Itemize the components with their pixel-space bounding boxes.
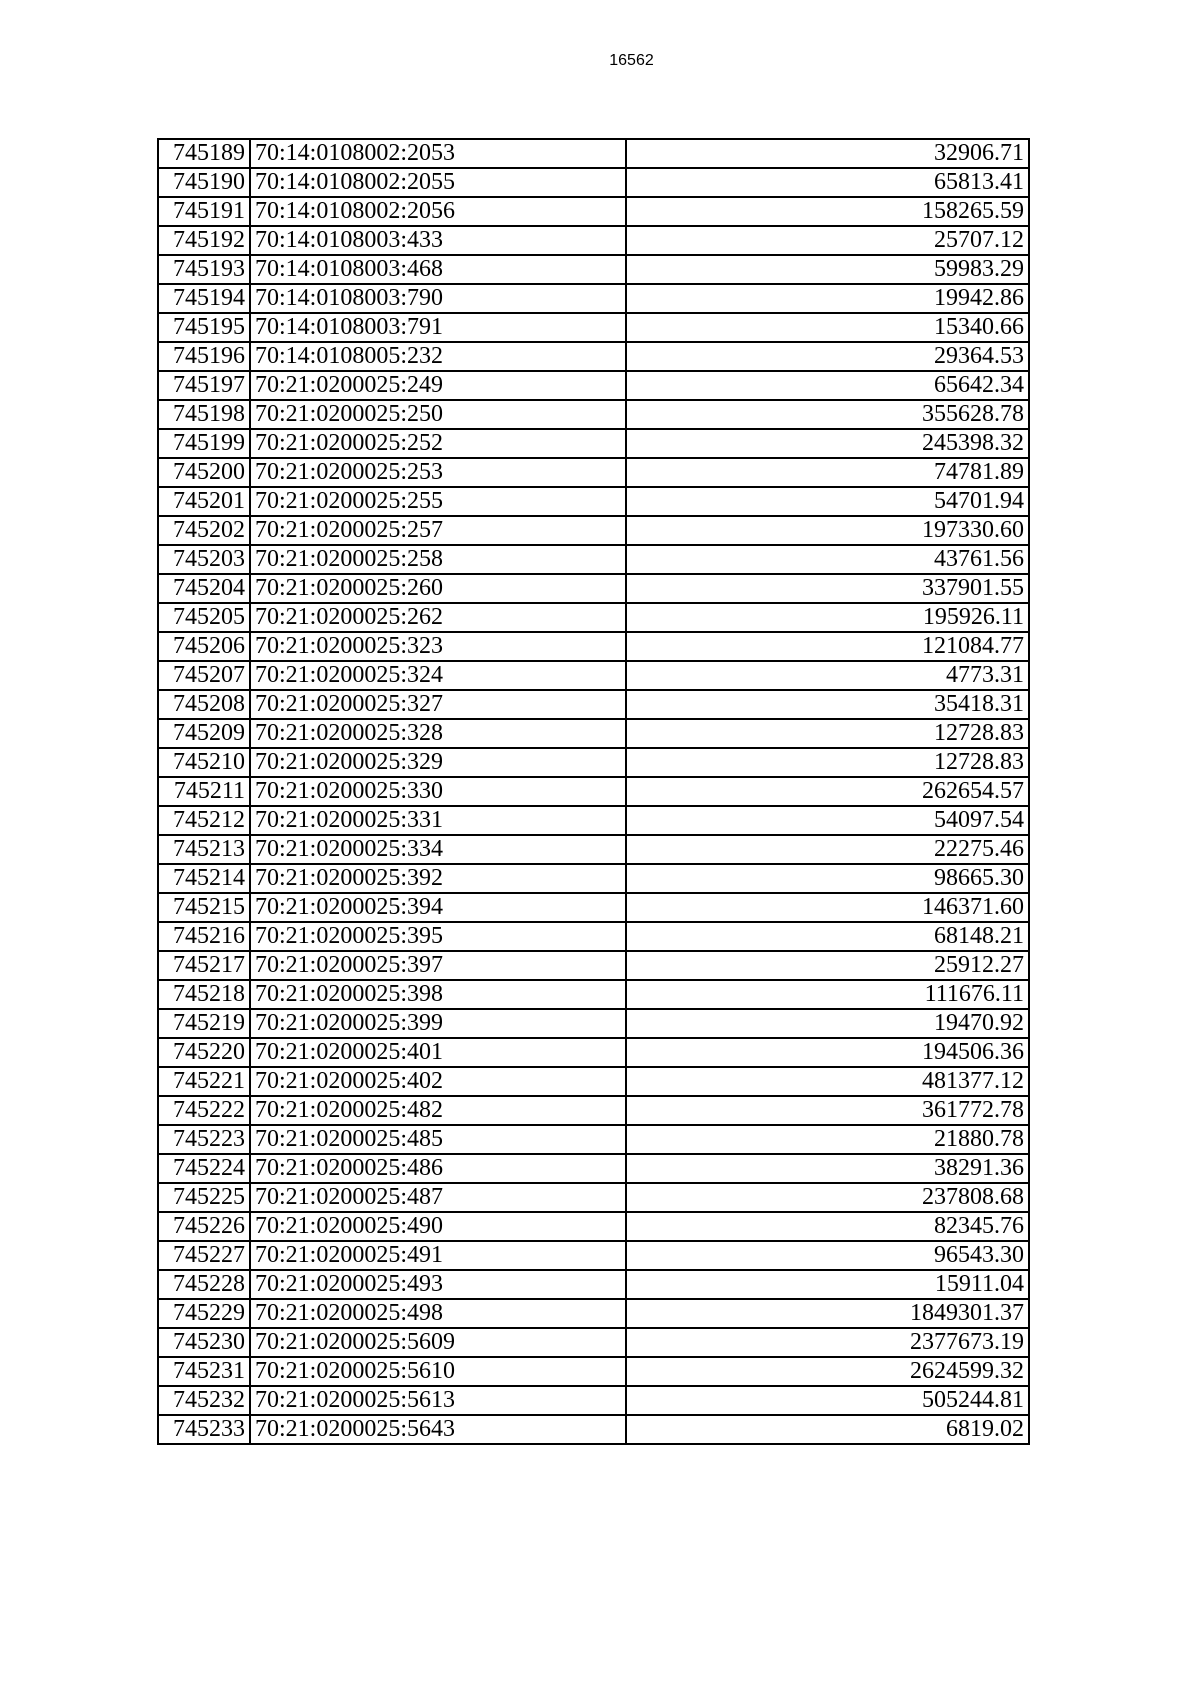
cadastral-value-cell: 158265.59 [626,197,1029,226]
cadastral-value-cell: 197330.60 [626,516,1029,545]
table-row [158,806,1029,835]
cadastral-value-cell: 15911.04 [626,1270,1029,1299]
table-row [158,748,1029,777]
table-row [158,255,1029,284]
table-row [158,1357,1029,1386]
table-row [158,719,1029,748]
cadastral-number-cell: 70:21:0200025:5643 [250,1415,626,1444]
cadastral-number-cell: 70:21:0200025:334 [250,835,626,864]
cadastral-number-cell: 70:14:0108003:791 [250,313,626,342]
table-row [158,777,1029,806]
cadastral-value-cell: 337901.55 [626,574,1029,603]
cadastral-value-cell: 19470.92 [626,1009,1029,1038]
cadastral-number-cell: 70:14:0108002:2056 [250,197,626,226]
row-number-cell: 745225 [158,1183,250,1212]
table-row [158,980,1029,1009]
row-number-cell: 745228 [158,1270,250,1299]
row-number-cell: 745209 [158,719,250,748]
cadastral-value-cell: 12728.83 [626,719,1029,748]
row-number-cell: 745200 [158,458,250,487]
row-number-cell: 745219 [158,1009,250,1038]
cadastral-number-cell: 70:21:0200025:402 [250,1067,626,1096]
table-row [158,371,1029,400]
table-row [158,1125,1029,1154]
cadastral-number-cell: 70:21:0200025:485 [250,1125,626,1154]
table-row [158,1096,1029,1125]
row-number-cell: 745208 [158,690,250,719]
cadastral-value-cell: 25912.27 [626,951,1029,980]
cadastral-number-cell: 70:21:0200025:327 [250,690,626,719]
cadastral-value-cell: 15340.66 [626,313,1029,342]
row-number-cell: 745218 [158,980,250,1009]
cadastral-number-cell: 70:14:0108003:433 [250,226,626,255]
table-row [158,487,1029,516]
table-row [158,922,1029,951]
row-number-cell: 745199 [158,429,250,458]
table-row [158,690,1029,719]
cadastral-number-cell: 70:21:0200025:395 [250,922,626,951]
cadastral-value-cell: 54701.94 [626,487,1029,516]
row-number-cell: 745207 [158,661,250,690]
cadastral-number-cell: 70:21:0200025:330 [250,777,626,806]
row-number-cell: 745233 [158,1415,250,1444]
cadastral-value-cell: 98665.30 [626,864,1029,893]
table-row [158,226,1029,255]
table-row [158,1415,1029,1444]
cadastral-value-cell: 74781.89 [626,458,1029,487]
row-number-cell: 745223 [158,1125,250,1154]
row-number-cell: 745191 [158,197,250,226]
row-number-cell: 745220 [158,1038,250,1067]
table-row [158,864,1029,893]
cadastral-value-cell: 121084.77 [626,632,1029,661]
table-row [158,835,1029,864]
cadastral-value-cell: 68148.21 [626,922,1029,951]
cadastral-number-cell: 70:21:0200025:397 [250,951,626,980]
row-number-cell: 745210 [158,748,250,777]
table-row [158,1270,1029,1299]
cadastral-value-cell: 38291.36 [626,1154,1029,1183]
cadastral-number-cell: 70:21:0200025:401 [250,1038,626,1067]
row-number-cell: 745232 [158,1386,250,1415]
cadastral-value-cell: 2624599.32 [626,1357,1029,1386]
cadastral-number-cell: 70:21:0200025:258 [250,545,626,574]
cadastral-value-cell: 2377673.19 [626,1328,1029,1357]
cadastral-value-cell: 12728.83 [626,748,1029,777]
cadastral-value-cell: 22275.46 [626,835,1029,864]
cadastral-number-cell: 70:21:0200025:398 [250,980,626,1009]
cadastral-number-cell: 70:21:0200025:490 [250,1212,626,1241]
table-row [158,632,1029,661]
cadastral-value-cell: 245398.32 [626,429,1029,458]
row-number-cell: 745211 [158,777,250,806]
table-row [158,951,1029,980]
cadastral-number-cell: 70:21:0200025:5613 [250,1386,626,1415]
row-number-cell: 745190 [158,168,250,197]
cadastral-number-cell: 70:21:0200025:486 [250,1154,626,1183]
cadastral-value-cell: 355628.78 [626,400,1029,429]
row-number-cell: 745226 [158,1212,250,1241]
table-row [158,661,1029,690]
row-number-cell: 745221 [158,1067,250,1096]
cadastral-value-cell: 35418.31 [626,690,1029,719]
table-row [158,429,1029,458]
cadastral-value-cell: 505244.81 [626,1386,1029,1415]
row-number-cell: 745212 [158,806,250,835]
row-number-cell: 745229 [158,1299,250,1328]
cadastral-value-cell: 29364.53 [626,342,1029,371]
row-number-cell: 745193 [158,255,250,284]
cadastral-number-cell: 70:21:0200025:498 [250,1299,626,1328]
table-row [158,1386,1029,1415]
cadastral-value-cell: 481377.12 [626,1067,1029,1096]
row-number-cell: 745222 [158,1096,250,1125]
cadastral-value-cell: 146371.60 [626,893,1029,922]
cadastral-value-cell: 194506.36 [626,1038,1029,1067]
cadastral-value-cell: 43761.56 [626,545,1029,574]
cadastral-number-cell: 70:21:0200025:491 [250,1241,626,1270]
cadastral-number-cell: 70:21:0200025:323 [250,632,626,661]
cadastral-number-cell: 70:21:0200025:5610 [250,1357,626,1386]
row-number-cell: 745214 [158,864,250,893]
table-row [158,545,1029,574]
cadastral-number-cell: 70:21:0200025:493 [250,1270,626,1299]
cadastral-value-cell: 54097.54 [626,806,1029,835]
table-row [158,1183,1029,1212]
table-row [158,197,1029,226]
row-number-cell: 745216 [158,922,250,951]
cadastral-value-cell: 19942.86 [626,284,1029,313]
table-row [158,342,1029,371]
cadastral-value-cell: 111676.11 [626,980,1029,1009]
cadastral-value-cell: 65813.41 [626,168,1029,197]
cadastral-number-cell: 70:21:0200025:249 [250,371,626,400]
cadastral-number-cell: 70:21:0200025:5609 [250,1328,626,1357]
table-row [158,1154,1029,1183]
table-row [158,313,1029,342]
table-row [158,1328,1029,1357]
cadastral-value-cell: 1849301.37 [626,1299,1029,1328]
row-number-cell: 745227 [158,1241,250,1270]
row-number-cell: 745213 [158,835,250,864]
row-number-cell: 745189 [158,139,250,168]
table-row [158,516,1029,545]
cadastral-number-cell: 70:14:0108002:2055 [250,168,626,197]
cadastral-number-cell: 70:21:0200025:253 [250,458,626,487]
cadastral-number-cell: 70:21:0200025:329 [250,748,626,777]
table-row [158,168,1029,197]
cadastral-value-table [157,138,1030,1445]
row-number-cell: 745194 [158,284,250,313]
row-number-cell: 745205 [158,603,250,632]
row-number-cell: 745196 [158,342,250,371]
cadastral-number-cell: 70:14:0108005:232 [250,342,626,371]
cadastral-value-cell: 4773.31 [626,661,1029,690]
cadastral-number-cell: 70:21:0200025:487 [250,1183,626,1212]
table-row [158,1299,1029,1328]
table-row [158,1038,1029,1067]
cadastral-value-cell: 25707.12 [626,226,1029,255]
row-number-cell: 745198 [158,400,250,429]
row-number-cell: 745231 [158,1357,250,1386]
cadastral-value-cell: 195926.11 [626,603,1029,632]
row-number-cell: 745203 [158,545,250,574]
cadastral-number-cell: 70:21:0200025:257 [250,516,626,545]
table-body [158,139,1029,1444]
table-row [158,1067,1029,1096]
row-number-cell: 745230 [158,1328,250,1357]
cadastral-number-cell: 70:21:0200025:331 [250,806,626,835]
cadastral-number-cell: 70:14:0108003:790 [250,284,626,313]
cadastral-value-cell: 65642.34 [626,371,1029,400]
table-row [158,1241,1029,1270]
row-number-cell: 745197 [158,371,250,400]
table-row [158,284,1029,313]
row-number-cell: 745202 [158,516,250,545]
table-row [158,458,1029,487]
cadastral-value-cell: 21880.78 [626,1125,1029,1154]
table-row [158,139,1029,168]
row-number-cell: 745204 [158,574,250,603]
cadastral-value-cell: 82345.76 [626,1212,1029,1241]
cadastral-number-cell: 70:14:0108003:468 [250,255,626,284]
cadastral-value-cell: 59983.29 [626,255,1029,284]
cadastral-number-cell: 70:21:0200025:260 [250,574,626,603]
cadastral-value-cell: 32906.71 [626,139,1029,168]
cadastral-number-cell: 70:21:0200025:328 [250,719,626,748]
cadastral-number-cell: 70:21:0200025:392 [250,864,626,893]
page-number: 16562 [609,52,654,69]
table-row [158,603,1029,632]
cadastral-number-cell: 70:21:0200025:262 [250,603,626,632]
table-row [158,400,1029,429]
cadastral-number-cell: 70:21:0200025:324 [250,661,626,690]
table-row [158,1212,1029,1241]
cadastral-value-cell: 6819.02 [626,1415,1029,1444]
cadastral-number-cell: 70:21:0200025:255 [250,487,626,516]
row-number-cell: 745215 [158,893,250,922]
row-number-cell: 745192 [158,226,250,255]
table-row [158,893,1029,922]
cadastral-number-cell: 70:21:0200025:394 [250,893,626,922]
row-number-cell: 745217 [158,951,250,980]
cadastral-number-cell: 70:21:0200025:399 [250,1009,626,1038]
cadastral-value-cell: 361772.78 [626,1096,1029,1125]
cadastral-number-cell: 70:21:0200025:250 [250,400,626,429]
cadastral-value-cell: 96543.30 [626,1241,1029,1270]
table-row [158,574,1029,603]
cadastral-value-cell: 262654.57 [626,777,1029,806]
cadastral-value-cell: 237808.68 [626,1183,1029,1212]
table-row [158,1009,1029,1038]
row-number-cell: 745195 [158,313,250,342]
row-number-cell: 745224 [158,1154,250,1183]
row-number-cell: 745201 [158,487,250,516]
row-number-cell: 745206 [158,632,250,661]
cadastral-number-cell: 70:14:0108002:2053 [250,139,626,168]
cadastral-number-cell: 70:21:0200025:482 [250,1096,626,1125]
cadastral-number-cell: 70:21:0200025:252 [250,429,626,458]
